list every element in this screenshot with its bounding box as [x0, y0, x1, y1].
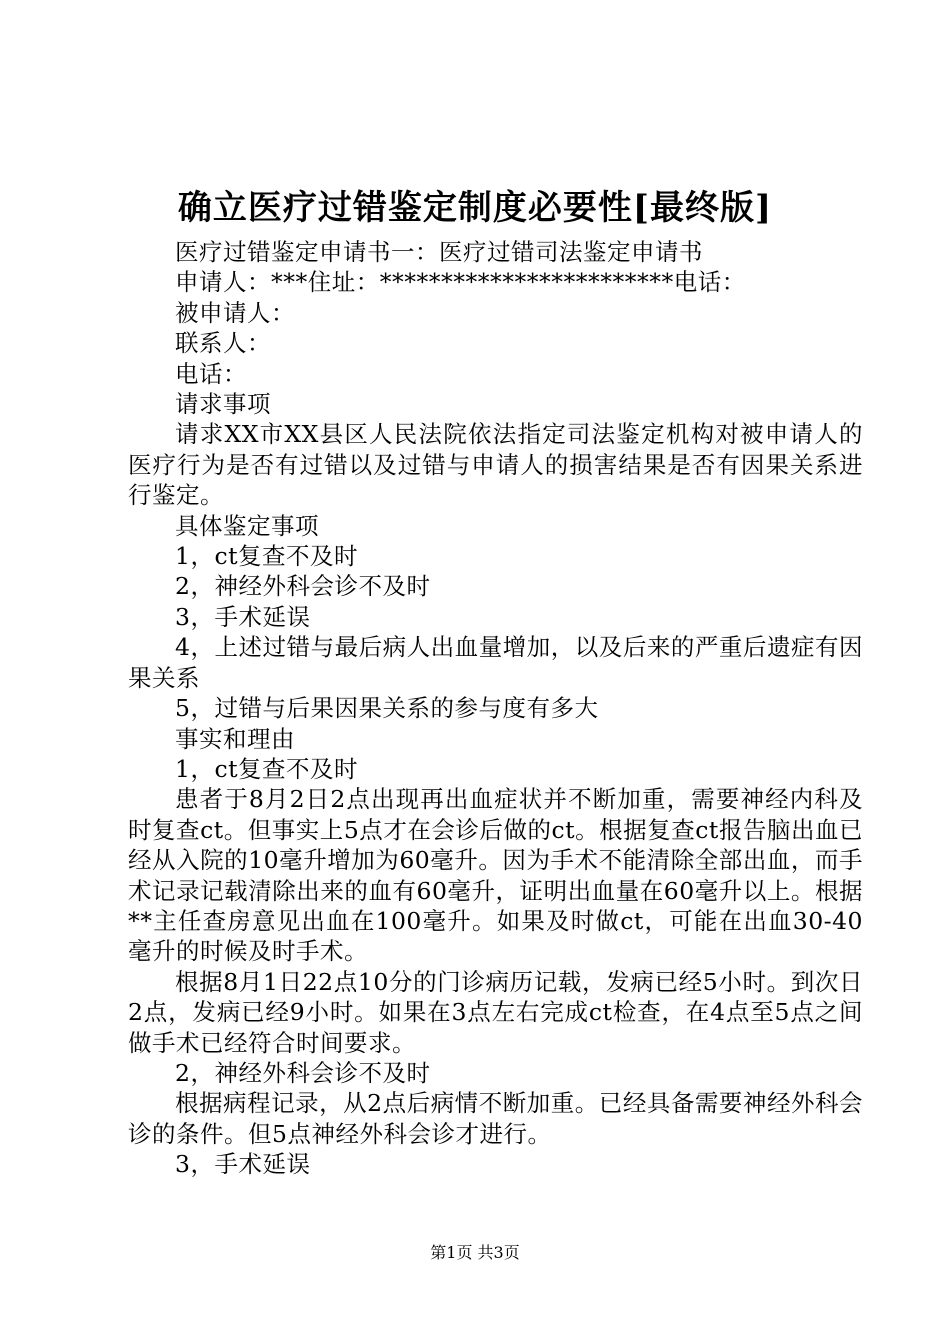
paragraph-fact-3-heading: 3，手术延误 [175, 1150, 311, 1179]
paragraph-fact-1-timeline: 根据8月1日22点10分的门诊病历记载，发病已经5小时。到次日2点，发病已经9小时。如果在3点左右完成ct检查，在4点至5点之间做手术已经符合时间要求。 [128, 967, 863, 1057]
paragraph-facts-heading: 事实和理由 [175, 724, 295, 753]
document-body [128, 237, 863, 1180]
paragraph-contact: 联系人： [175, 329, 271, 358]
paragraph-item-4: 4，上述过错与最后病人出血量增加，以及后来的严重后遗症有因果关系 [128, 633, 863, 692]
paragraph-application-heading: 医疗过错鉴定申请书一：医疗过错司法鉴定申请书 [175, 238, 703, 266]
paragraph-items-heading: 具体鉴定事项 [175, 511, 319, 540]
paragraph-fact-1-heading: 1，ct复查不及时 [175, 754, 359, 783]
paragraph-phone: 电话： [175, 359, 247, 388]
paragraph-request-heading: 请求事项 [175, 390, 271, 419]
paragraph-item-3: 3，手术延误 [175, 602, 311, 631]
paragraph-item-5: 5，过错与后果因果关系的参与度有多大 [175, 694, 599, 723]
paragraph-fact-2-detail: 根据病程记录，从2点后病情不断加重。已经具备需要神经外科会诊的条件。但5点神经外科会诊才进行。 [128, 1089, 863, 1148]
paragraph-item-1: 1，ct复查不及时 [175, 542, 359, 571]
paragraph-request: 请求XX市XX县区人民法院依法指定司法鉴定机构对被申请人的医疗行为是否有过错以及过错与申请人的损害结果是否有因果关系进行鉴定。 [128, 420, 863, 510]
document-title: 确立医疗过错鉴定制度必要性[最终版] [177, 188, 773, 228]
paragraph-respondent: 被申请人： [175, 298, 295, 327]
page-number: 第1页 共3页 [430, 1243, 520, 1262]
paragraph-fact-1-detail: 患者于8月2日2点出现再出血症状并不断加重，需要神经内科及时复查ct。但事实上5点才在会诊后做的ct。根据复查ct报告脑出血已经从入院的10毫升增加为60毫升。因为手术不能清除全部出血，而手术记录记载清除出来的血有60毫升，证明出血量在60毫升以上。根据**主任查房意见出血在100毫升。如果及时做ct，可能在出血30-40毫升的时候及时手术。 [128, 785, 863, 966]
paragraph-applicant: 申请人：***住址：************************电话： [175, 268, 746, 297]
paragraph-fact-2-heading: 2，神经外科会诊不及时 [175, 1058, 431, 1087]
paragraph-item-2: 2，神经外科会诊不及时 [175, 572, 431, 601]
